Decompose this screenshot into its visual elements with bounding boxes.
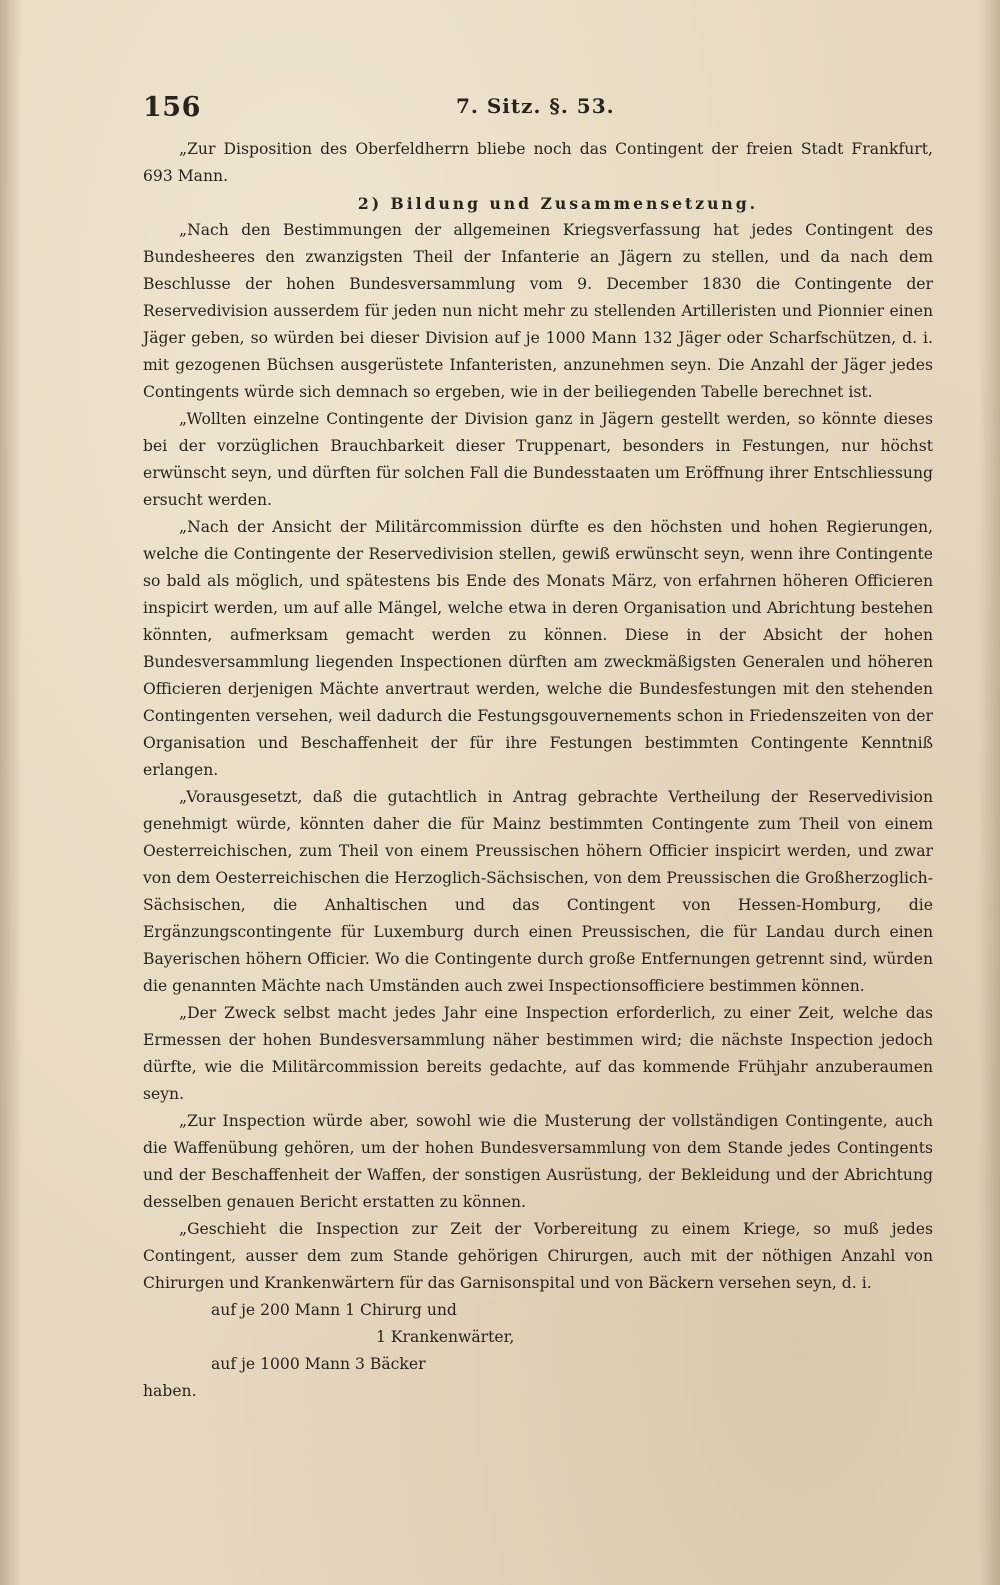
paragraph: „Nach der Ansicht der Militärcommission dürfte es den höchsten und hohen Regierungen, welche die Contingente der Reservedivision stellen, gewiß erwünscht seyn, wenn ihre Contingente so bald als möglich, und spätestens bis Ende des Monats März, von erfahrnen höheren Officieren inspicirt werden, um auf alle Mängel, welche etwa in deren Organisation und Abrichtung bestehen könnten, aufmerksam gemacht werden zu können. Diese in der Absicht der hohen Bundesversammlung liegenden Inspectionen dürften am zweckmäßigsten Generalen und höheren Officieren derjenigen Mächte anvertraut werden, welche die Bundesfestungen mit den stehenden Contingenten versehen, weil dadurch die Festungsgouvernements schon in Friedenszeiten von der Organisation und Beschaffenheit der für ihre Festungen bestimmten Contingente Kenntniß erlangen. [143,518,933,779]
list-item: auf je 1000 Mann 3 Bäcker [211,1355,426,1373]
paragraph: „Zur Inspection würde aber, sowohl wie die Musterung der vollständigen Contingente, auch die Waffenübung gehören, um der hohen Bundesversammlung von dem Stande jedes Contingents und der Beschaffenheit der Waffen, der sonstigen Ausrüstung, der Bekleidung und der Abrichtung desselben genauen Bericht erstatten zu können. [143,1112,933,1211]
list-item: 1 Krankenwärter, [376,1328,515,1346]
closing-word: haben. [143,1382,197,1400]
body-text [143,136,933,1405]
page-number: 156 [143,92,201,123]
list-item: auf je 200 Mann 1 Chirurg und [211,1301,457,1319]
page-header [143,92,933,128]
paragraph: „Geschieht die Inspection zur Zeit der Vorbereitung zu einem Kriege, so muß jedes Contingent, ausser dem zum Stande gehörigen Chirurgen, auch mit der nöthigen Anzahl von Chirurgen und Krankenwärtern für das Garnisonspital und von Bäckern versehen seyn, d. i. [143,1220,933,1292]
section-heading: 2) Bildung und Zusammensetzung. [357,194,759,213]
staff-list [143,1297,933,1378]
running-head: 7. Sitz. §. 53. [456,94,615,118]
paragraph: „Nach den Bestimmungen der allgemeinen Kriegsverfassung hat jedes Contingent des Bundesheeres den zwanzigsten Theil der Infanterie an Jägern zu stellen, und da nach dem Beschlusse der hohen Bundesversammlung vom 9. December 1830 die Contingente der Reservedivision ausserdem für jeden nun nicht mehr zu stellenden Artilleristen und Pionnier einen Jäger geben, so würden bei dieser Division auf je 1000 Mann 132 Jäger oder Scharfschützen, d. i. mit gezogenen Büchsen ausgerüstete Infanteristen, anzunehmen seyn. Die Anzahl der Jäger jedes Contingents würde sich demnach so ergeben, wie in der beiliegenden Tabelle berechnet ist. [143,221,933,401]
paragraph: „Vorausgesetzt, daß die gutachtlich in Antrag gebrachte Vertheilung der Reservedivision genehmigt würde, könnten daher die für Mainz bestimmten Contingente zum Theil von einem Oesterreichischen, zum Theil von einem Preussischen höhern Officier inspicirt werden, und zwar von dem Oesterreichischen die Herzoglich-Sächsischen, von dem Preussischen die Großherzoglich-Sächsischen, die Anhaltischen und das Contingent von Hessen-Homburg, die Ergänzungscontingente für Luxemburg durch einen Preussischen, die für Landau durch einen Bayerischen höhern Officier. Wo die Contingente durch große Entfernungen getrennt sind, würden die genannten Mächte nach Umständen auch zwei Inspectionsofficiere bestimmen können. [143,788,933,995]
paragraph: „Wollten einzelne Contingente der Division ganz in Jägern gestellt werden, so könnte dieses bei der vorzüglichen Brauchbarkeit dieser Truppenart, besonders in Festungen, nur höchst erwünscht seyn, und dürften für solchen Fall die Bundesstaaten um Eröffnung ihrer Entschliessung ersucht werden. [143,410,933,509]
paragraph: „Der Zweck selbst macht jedes Jahr eine Inspection erforderlich, zu einer Zeit, welche das Ermessen der hohen Bundesversammlung näher bestimmen wird; die nächste Inspection jedoch dürfte, wie die Militärcommission bereits gedachte, auf das kommende Frühjahr anzuberaumen seyn. [143,1004,933,1103]
paragraph: „Zur Disposition des Oberfeldherrn bliebe noch das Contingent der freien Stadt Frankfurt, 693 Mann. [143,140,933,185]
page-edge-shadow-right [978,0,1000,1585]
page-edge-shadow-left [0,0,22,1585]
